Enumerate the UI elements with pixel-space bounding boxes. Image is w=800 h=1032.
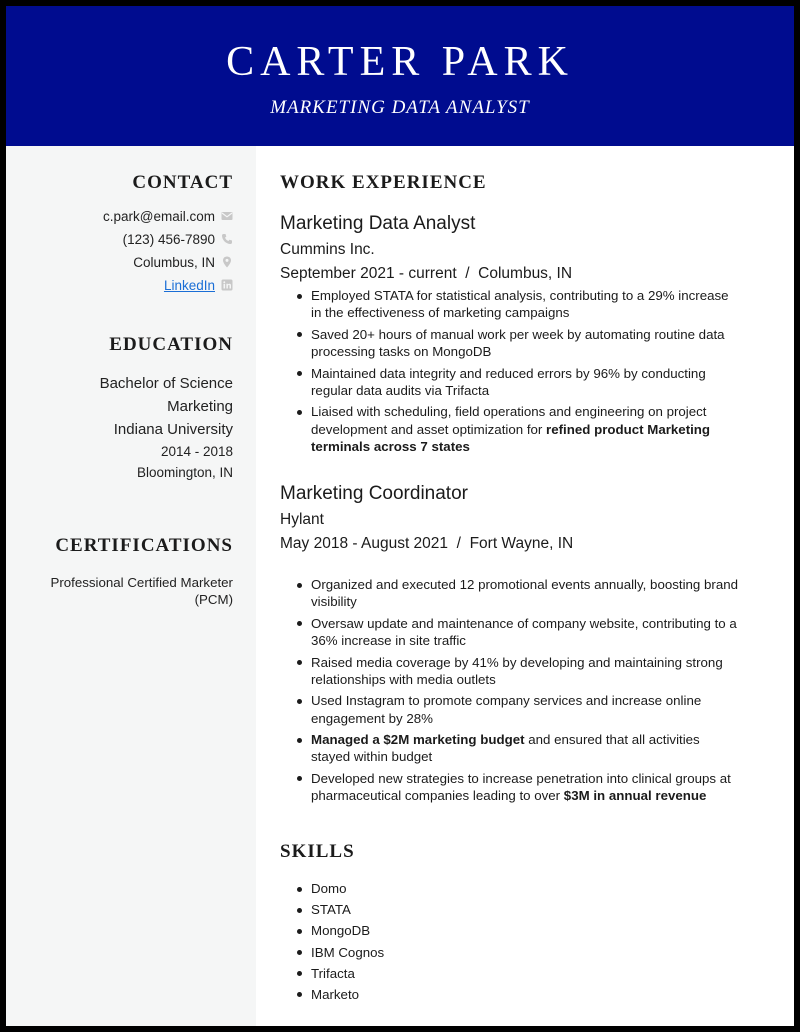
education-location: Bloomington, IN (136, 465, 233, 480)
contact-phone (123, 229, 233, 249)
sidebar (6, 146, 256, 1026)
bullet-item: Raised media coverage by 41% by developing and maintaining strong relationships with media outlets (280, 654, 740, 689)
bullet-bold-text: refined product Marketing terminals across 7 states (311, 421, 711, 454)
contact-location-text: Columbus, IN (133, 254, 215, 270)
skill-item: Marketo (280, 986, 740, 1003)
candidate-title: MARKETING DATA ANALYST (270, 97, 530, 118)
contact-email (103, 206, 233, 226)
education-years: 2014 - 2018 (160, 444, 233, 459)
contact-location (133, 252, 233, 272)
bullet-item: Employed STATA for statistical analysis, contributing to a 29% increase in the effectiveness of marketing campaigns (280, 287, 740, 322)
job-company: Hylant (280, 511, 324, 528)
certification-line-2: (PCM) (194, 592, 233, 607)
phone-icon (221, 233, 233, 245)
contact-email-text: c.park@email.com (103, 208, 215, 224)
bullet-text: Liaised with scheduling, field operations and engineering on project development and asset optimization for (311, 404, 707, 437)
skills-list (280, 880, 740, 1007)
skill-item: MongoDB (280, 922, 740, 939)
education-degree: Bachelor of Science (99, 375, 233, 392)
contact-phone-text: (123) 456-7890 (122, 231, 215, 247)
job-company: Cummins Inc. (280, 241, 375, 258)
linkedin-icon (221, 279, 233, 291)
resume-header (6, 6, 794, 146)
skill-item: IBM Cognos (280, 944, 740, 961)
envelope-icon (221, 210, 233, 222)
map-pin-icon (221, 256, 233, 268)
bullet-text: and ensured that all activities stayed within budget (311, 732, 700, 765)
skill-item: Trifacta (280, 965, 740, 982)
bullet-item: Maintained data integrity and reduced errors by 96% by conducting regular data audits via Trifacta (280, 365, 740, 400)
bullet-item (280, 770, 740, 805)
skills-heading: SKILLS (280, 841, 355, 862)
bullet-item: Organized and executed 12 promotional events annually, boosting brand visibility (280, 576, 740, 611)
contact-linkedin[interactable] (164, 275, 233, 295)
resume-page (6, 6, 794, 1026)
certification-line-1: Professional Certified Marketer (50, 575, 233, 590)
job-bullets (280, 287, 740, 459)
job-title: Marketing Coordinator (280, 483, 468, 504)
job-title: Marketing Data Analyst (280, 213, 476, 234)
bullet-bold-text: Managed a $2M marketing budget (311, 732, 525, 748)
skill-item: Domo (280, 880, 740, 897)
bullet-text: Developed new strategies to increase penetration into clinical groups at pharmaceutical companies leading to over (311, 770, 731, 804)
bullet-item: Saved 20+ hours of manual work per week by automating routine data processing tasks on MongoDB (280, 326, 740, 361)
job-bullets (280, 576, 740, 809)
education-major: Marketing (167, 398, 233, 415)
job-dates-location: September 2021 - current / Columbus, IN (280, 265, 573, 282)
linkedin-link[interactable]: LinkedIn (163, 277, 215, 293)
candidate-name: CARTER PARK (226, 39, 574, 85)
bullet-item (280, 403, 740, 455)
education-school: Indiana University (113, 421, 233, 438)
bullet-item: Oversaw update and maintenance of company website, contributing to a 36% increase in site traffic (280, 615, 740, 650)
skill-item: STATA (280, 901, 740, 918)
bullet-item: Used Instagram to promote company services and increase online engagement by 28% (280, 692, 740, 727)
bullet-item (280, 731, 740, 766)
work-experience-heading: WORK EXPERIENCE (280, 172, 487, 193)
certifications-heading: CERTIFICATIONS (55, 535, 233, 556)
job-dates-location: May 2018 - August 2021 / Fort Wayne, IN (280, 535, 574, 552)
bullet-bold-text: $3M in annual revenue (563, 788, 707, 804)
contact-heading: CONTACT (132, 172, 233, 193)
education-heading: EDUCATION (109, 334, 233, 355)
